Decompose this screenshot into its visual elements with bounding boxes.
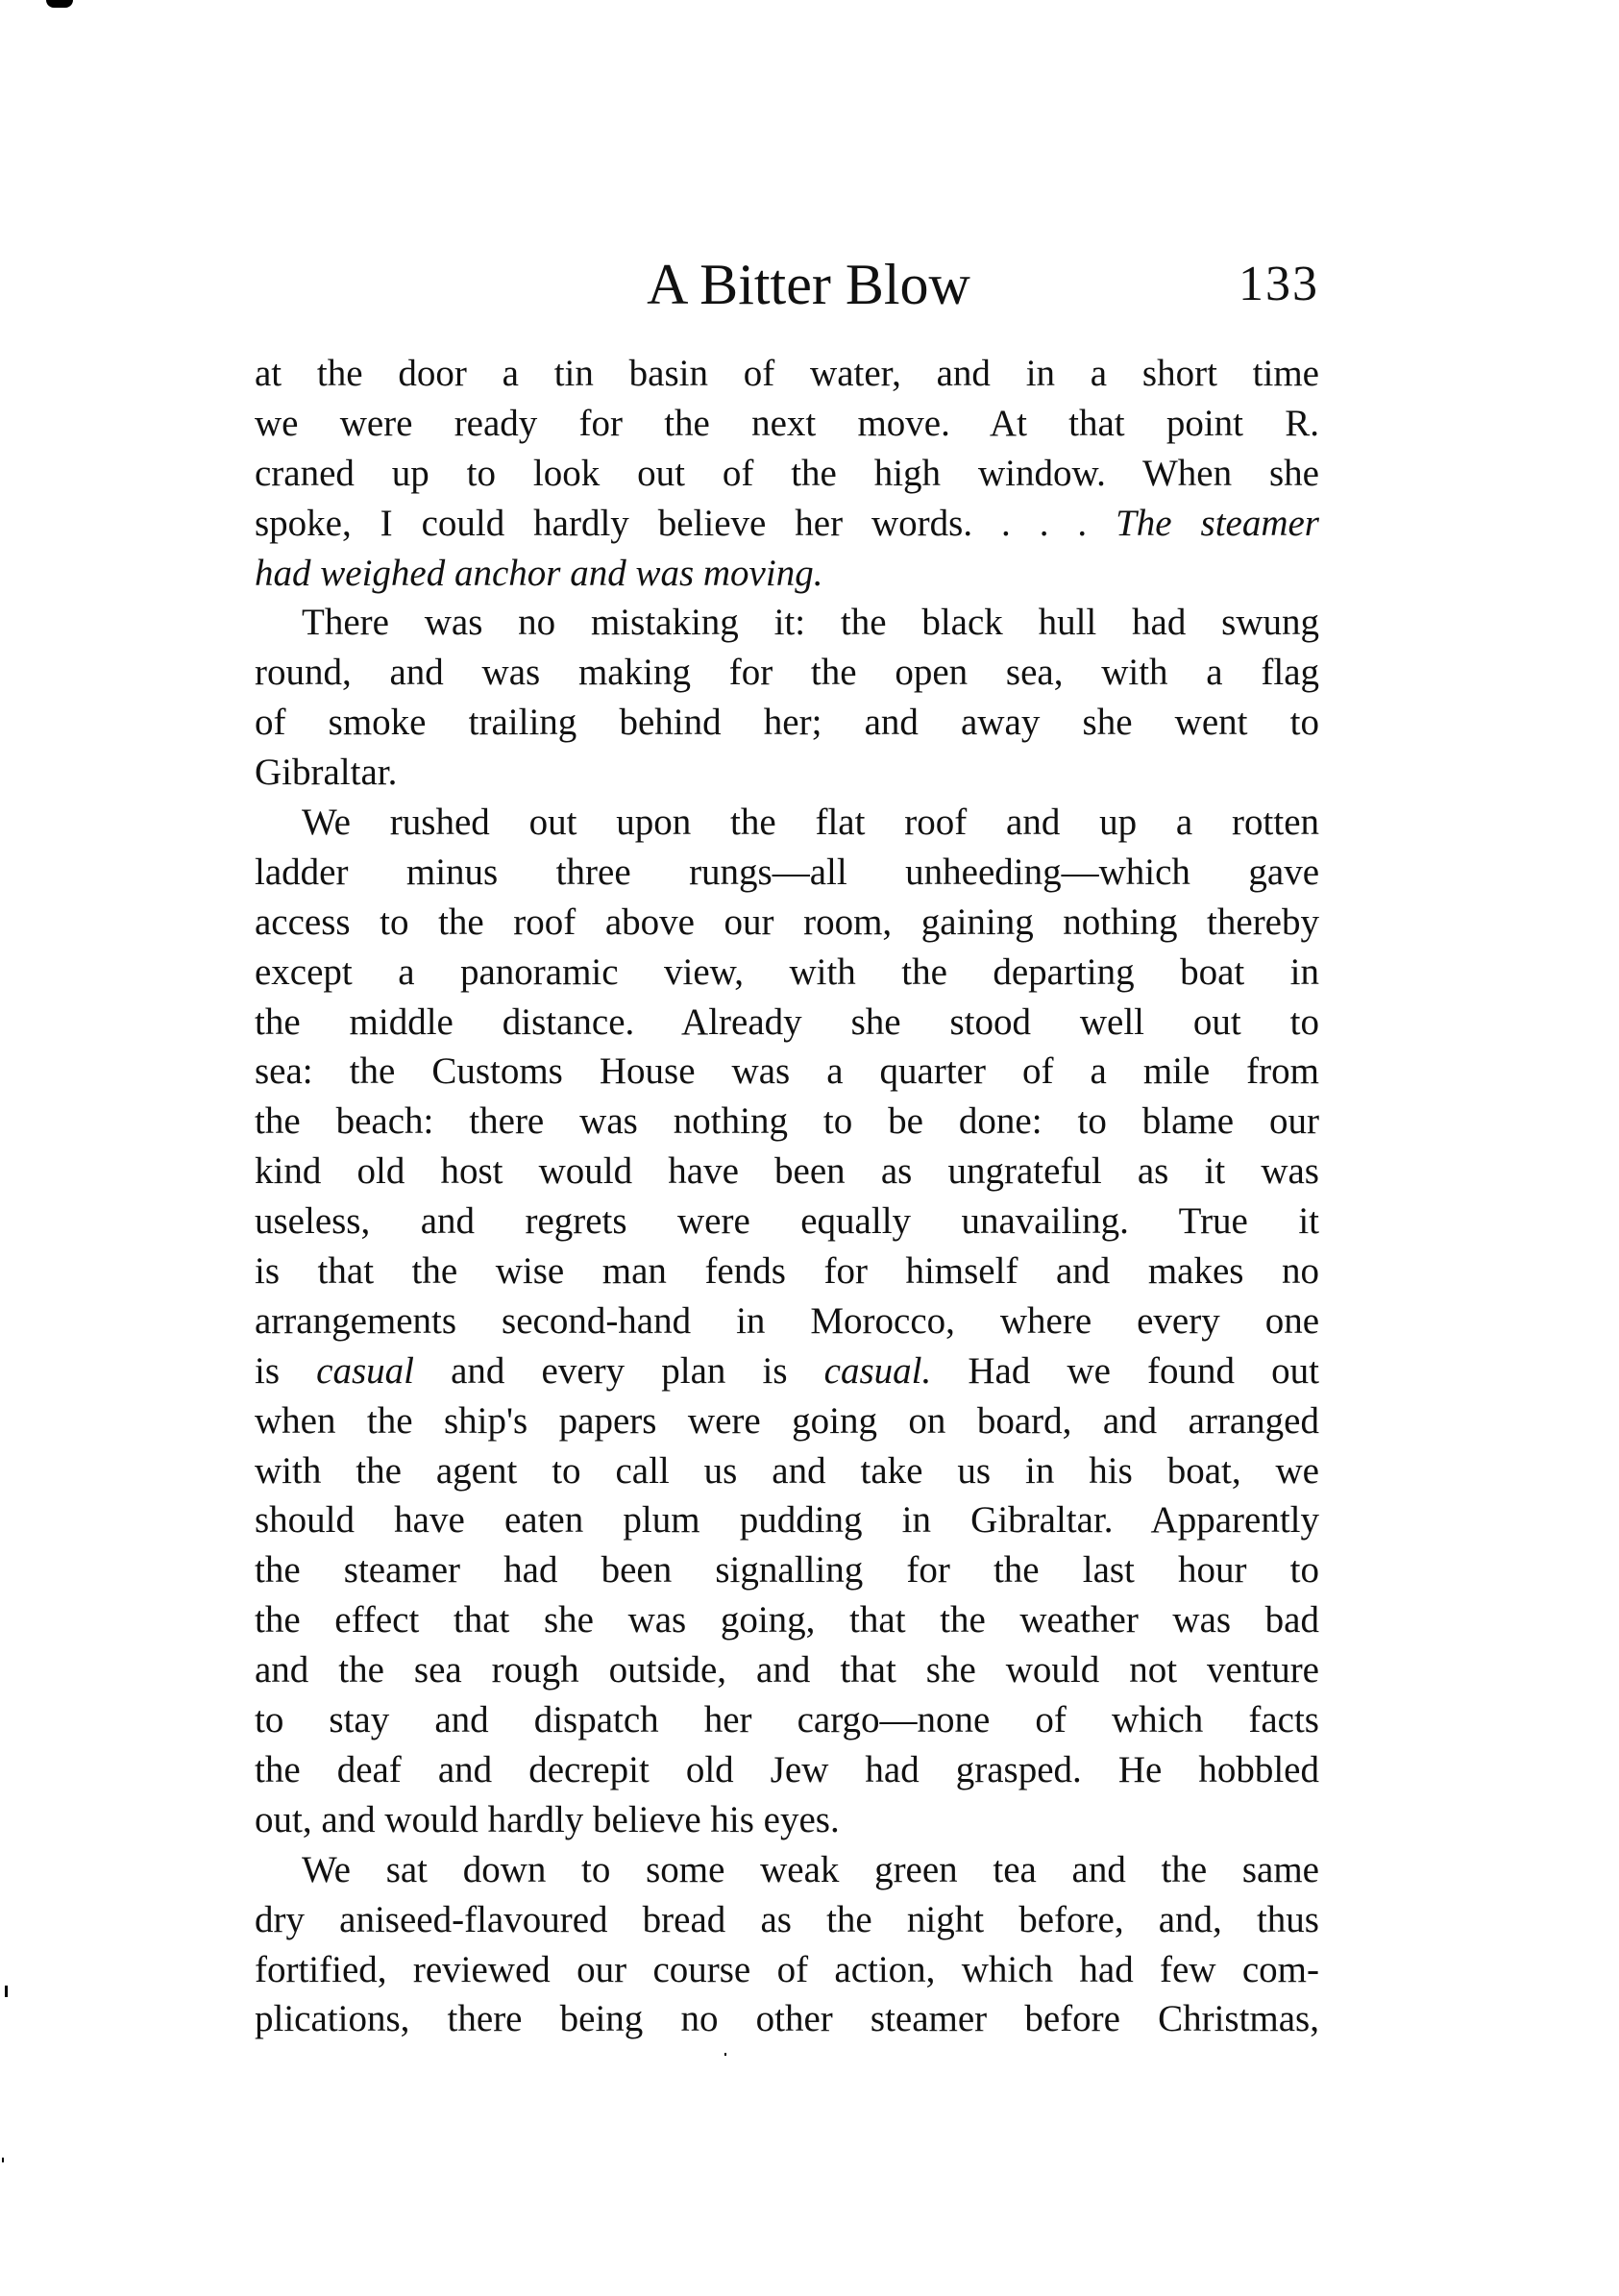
page-number: 133 xyxy=(1239,257,1319,311)
ink-speck xyxy=(5,1986,8,1997)
text-line xyxy=(255,349,1319,399)
text-segment: the effect that she was going, that the weather was bad xyxy=(255,1599,1319,1642)
text-segment: We rushed out upon the flat roof and up a rotten xyxy=(302,802,1319,844)
text-line xyxy=(255,1645,1319,1695)
text-segment: the middle distance. Already she stood well out to xyxy=(255,1000,1319,1043)
italic-text: The steamer xyxy=(1116,502,1319,544)
body-text xyxy=(255,349,1319,2044)
ink-speck xyxy=(2,2158,4,2162)
text-segment: We sat down to some weak green tea and the same xyxy=(302,1848,1319,1890)
text-segment: spoke, I could hardly believe her words. . . . xyxy=(255,502,1116,544)
text-segment: when the ship's papers were going on board, and arranged xyxy=(255,1399,1319,1442)
text-segment: fortified, reviewed our course of action, which had few com- xyxy=(255,1948,1319,1990)
ink-speck xyxy=(724,2053,726,2056)
text-segment: the deaf and decrepit old Jew had grasped. He hobbled xyxy=(255,1748,1319,1790)
text-line xyxy=(255,399,1319,449)
text-segment: useless, and regrets were equally unavailing. True it xyxy=(255,1200,1319,1243)
text-segment: Had we found out xyxy=(931,1349,1319,1392)
text-line xyxy=(255,598,1319,648)
text-segment: out, and would hardly believe his eyes. xyxy=(255,1798,840,1840)
text-segment: sea: the Customs House was a quarter of a mile from xyxy=(255,1050,1319,1093)
text-line xyxy=(255,1296,1319,1346)
text-line xyxy=(255,1147,1319,1197)
text-segment: ladder minus three rungs—all unheeding—which gave xyxy=(255,851,1319,893)
italic-text: had weighed anchor and was moving. xyxy=(255,552,823,594)
text-segment: to stay and dispatch her cargo—none of which facts xyxy=(255,1699,1319,1741)
text-line xyxy=(255,1845,1319,1895)
text-line xyxy=(255,898,1319,948)
text-line xyxy=(255,1745,1319,1795)
text-segment: There was no mistaking it: the black hull had swung xyxy=(302,602,1319,644)
text-line xyxy=(255,1994,1319,2044)
text-line xyxy=(255,1247,1319,1296)
text-segment: except a panoramic view, with the departing boat in xyxy=(255,950,1319,993)
italic-text: casual xyxy=(316,1349,414,1392)
text-segment: with the agent to call us and take us in his boat, we xyxy=(255,1449,1319,1492)
text-line xyxy=(255,1545,1319,1595)
italic-text: casual. xyxy=(823,1349,932,1392)
text-segment: at the door a tin basin of water, and in a short time xyxy=(255,353,1319,394)
text-segment: the steamer had been signalling for the last hour to xyxy=(255,1549,1319,1592)
text-segment: round, and was making for the open sea, with a flag xyxy=(255,652,1319,694)
text-line xyxy=(255,1695,1319,1745)
text-line xyxy=(255,848,1319,898)
running-title: A Bitter Blow xyxy=(647,253,970,316)
text-segment: craned up to look out of the high window. When she xyxy=(255,452,1319,494)
text-line xyxy=(255,549,1319,599)
text-line xyxy=(255,1396,1319,1446)
text-segment: is xyxy=(255,1349,317,1392)
text-segment: Gibraltar. xyxy=(255,752,398,794)
text-line xyxy=(255,1197,1319,1247)
text-line xyxy=(255,998,1319,1048)
text-line xyxy=(255,698,1319,748)
text-line xyxy=(255,1595,1319,1645)
text-segment: and every plan is xyxy=(413,1349,824,1392)
text-line xyxy=(255,1945,1319,1995)
text-line xyxy=(255,1097,1319,1147)
text-line xyxy=(255,1495,1319,1545)
text-line xyxy=(255,1795,1319,1845)
text-line xyxy=(255,798,1319,848)
text-line xyxy=(255,1895,1319,1945)
text-segment: should have eaten plum pudding in Gibraltar. Apparently xyxy=(255,1499,1319,1542)
text-line xyxy=(255,449,1319,499)
text-line xyxy=(255,1047,1319,1097)
text-segment: plications, there being no other steamer before Christmas, xyxy=(255,1998,1319,2040)
running-header xyxy=(255,251,1319,318)
text-segment: kind old host would have been as ungrateful as it was xyxy=(255,1150,1319,1193)
text-line xyxy=(255,948,1319,998)
text-line xyxy=(255,1346,1319,1396)
text-segment: is that the wise man fends for himself and makes no xyxy=(255,1250,1319,1293)
text-segment: and the sea rough outside, and that she would not venture xyxy=(255,1649,1319,1691)
text-segment: dry aniseed-flavoured bread as the night before, and, thus xyxy=(255,1898,1319,1940)
text-segment: arrangements second-hand in Morocco, where every one xyxy=(255,1299,1319,1342)
text-line xyxy=(255,748,1319,798)
text-segment: we were ready for the next move. At that point R. xyxy=(255,402,1319,444)
text-segment: of smoke trailing behind her; and away she went to xyxy=(255,702,1319,744)
text-line xyxy=(255,1446,1319,1496)
text-line xyxy=(255,648,1319,698)
text-segment: the beach: there was nothing to be done: to blame our xyxy=(255,1100,1319,1143)
text-line xyxy=(255,499,1319,549)
text-segment: access to the roof above our room, gaining nothing thereby xyxy=(255,901,1319,943)
ink-blot xyxy=(46,0,73,8)
